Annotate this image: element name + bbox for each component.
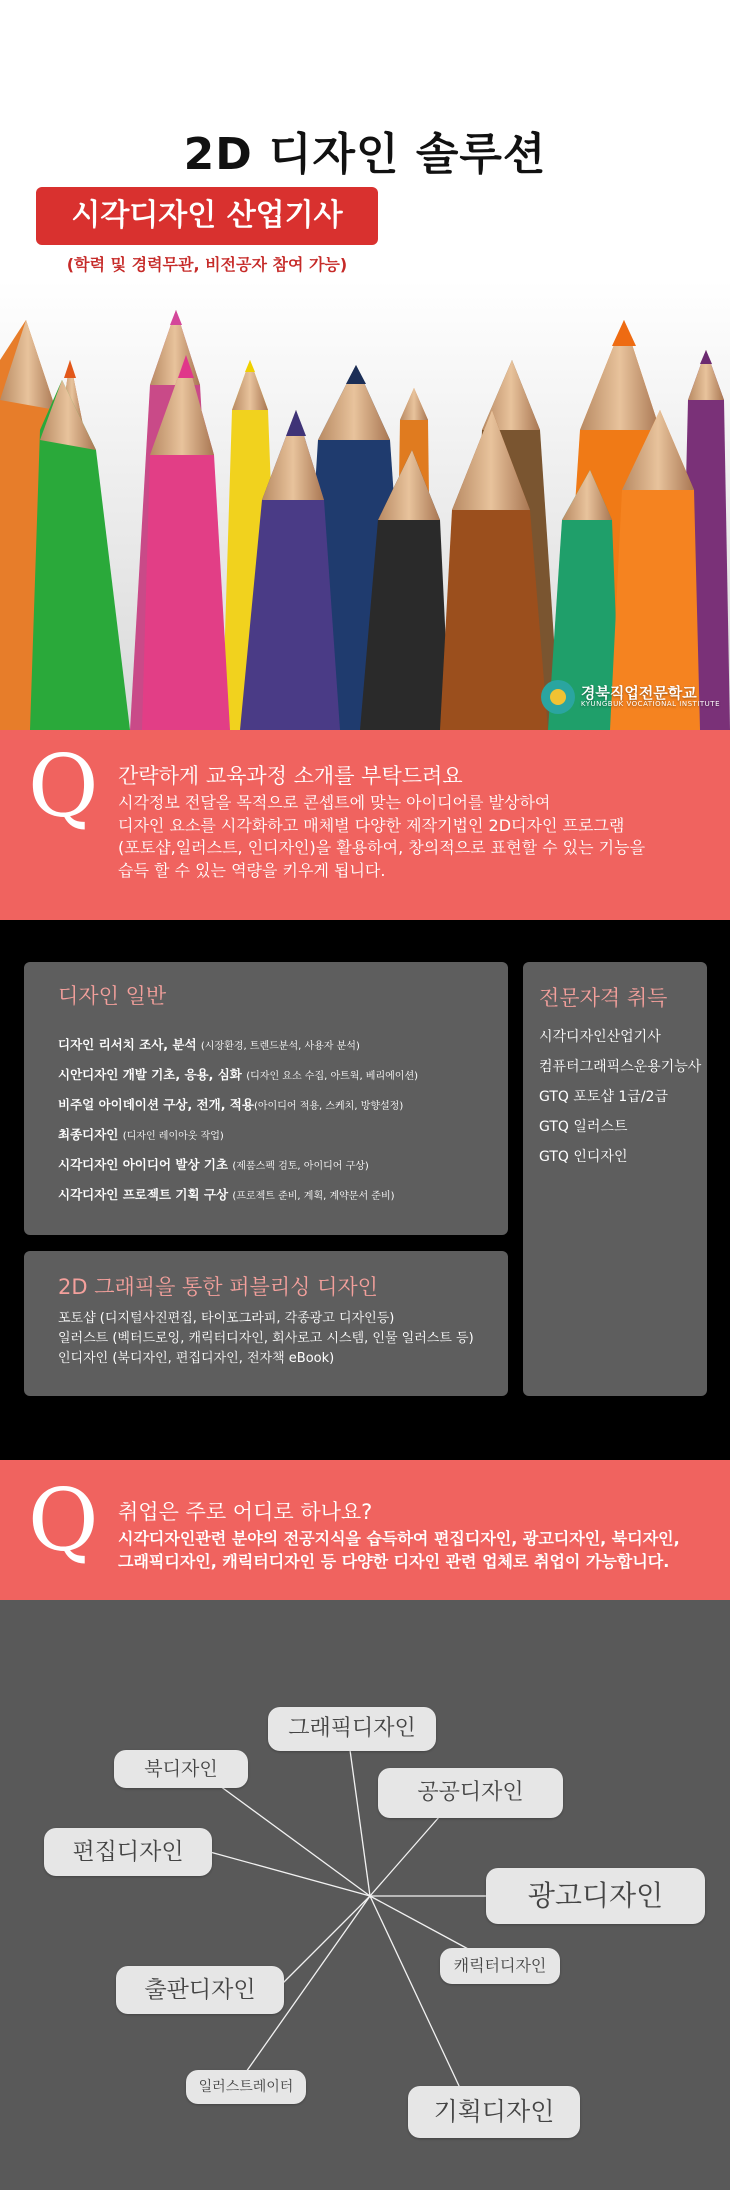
q-mark: Q [28,1471,99,1571]
list-item: 비주얼 아이데이션 구상, 전개, 적용(아이디어 적용, 스케치, 방향설정) [58,1097,404,1112]
answer-line: 그래픽디자인, 캐릭터디자인 등 다양한 디자인 관련 업체로 취업이 가능합니다. [118,1551,670,1571]
career-planning-design: 기획디자인 [408,2086,580,2138]
career-map [0,1600,730,2190]
career-publishing-design: 출판디자인 [116,1966,284,2014]
career-graphic-design: 그래픽디자인 [268,1707,436,1751]
curriculum-section [0,920,730,1460]
list-item: GTQ 포토샵 1급/2급 [539,1089,668,1105]
list-item: GTQ 인디자인 [539,1149,628,1165]
hero-banner [0,0,730,730]
panel-title: 디자인 일반 [58,984,167,1008]
list-item: 컴퓨터그래픽스운용기능사 [539,1059,702,1075]
list-item: 시각디자인 아이디어 발상 기초 (제품스펙 검토, 아이디어 구상) [58,1157,369,1172]
list-item: 시각디자인산업기사 [539,1029,661,1045]
career-public-design: 공공디자인 [378,1768,563,1818]
answer-line: 습득 할 수 있는 역량을 키우게 됩니다. [118,861,386,881]
employment-section [0,1460,730,1600]
list-item: GTQ 일러스트 [539,1119,628,1135]
career-editorial-design: 편집디자인 [44,1828,212,1876]
panel-title: 2D 그래픽을 통한 퍼블리싱 디자인 [58,1275,378,1299]
design-general-panel [24,962,508,1235]
list-item: 인디자인 (북디자인, 편집디자인, 전자책 eBook) [58,1351,335,1366]
page-title: 2D 디자인 솔루션 [183,129,547,180]
graphic-publishing-list [58,1309,474,1369]
course-intro-question: 간략하게 교육과정 소개를 부탁드려요 [118,764,463,788]
graphic-publishing-panel [24,1251,508,1396]
course-badge: 시각디자인 산업기사 [36,187,378,245]
career-book-design: 북디자인 [114,1750,248,1788]
list-item: 일러스트 (벡터드로잉, 캐릭터디자인, 회사로고 시스템, 인물 일러스트 등) [58,1331,474,1346]
panel-title: 전문자격 취득 [539,986,668,1010]
employment-question: 취업은 주로 어디로 하나요? [118,1500,373,1524]
certification-panel [523,962,707,1396]
list-item: 시안디자인 개발 기초, 응용, 심화 (디자인 요소 수집, 아트웍, 베리에이션) [58,1067,419,1082]
school-logo [541,680,720,714]
answer-line: 디자인 요소를 시각화하고 매체별 다양한 제작기법인 2D디자인 프로그램 [118,815,625,835]
answer-line: 시각디자인관련 분야의 전공지식을 습득하여 편집디자인, 광고디자인, 북디자인, [118,1529,680,1548]
answer-line: (포토샵,일러스트, 인디자인)을 활용하여, 창의적으로 표현할 수 있는 기능을 [118,838,646,858]
design-general-list [58,1030,418,1210]
course-intro-answer [118,792,718,883]
certification-list [539,1022,701,1172]
answer-line: 시각정보 전달을 목적으로 콘셉트에 맞는 아이디어를 발상하여 [118,793,551,812]
logo-mark-icon [541,680,575,714]
logo-subtitle: KYUNGBUK VOCATIONAL INSTITUTE [580,700,720,709]
eligibility-note: (학력 및 경력무관, 비전공자 참여 가능) [66,255,348,274]
list-item: 시각디자인 프로젝트 기획 구상 (프로젝트 준비, 계획, 계약문서 준비) [58,1187,395,1202]
colored-pencils-illustration [0,280,730,730]
list-item: 디자인 리서치 조사, 분석 (시장환경, 트렌드분석, 사용자 분석) [58,1037,360,1052]
career-character-design: 캐릭터디자인 [440,1948,560,1984]
q-mark: Q [28,737,99,837]
career-advertising-design: 광고디자인 [486,1868,705,1924]
list-item: 포토샵 (디지털사진편집, 타이포그라피, 각종광고 디자인등) [58,1311,395,1326]
list-item: 최종디자인 (디자인 레이아웃 작업) [58,1127,224,1142]
course-intro-section [0,730,730,920]
career-illustrator: 일러스트레이터 [186,2070,306,2104]
employment-answer [118,1528,718,1573]
logo-name: 경북직업전문학교 [580,683,697,702]
